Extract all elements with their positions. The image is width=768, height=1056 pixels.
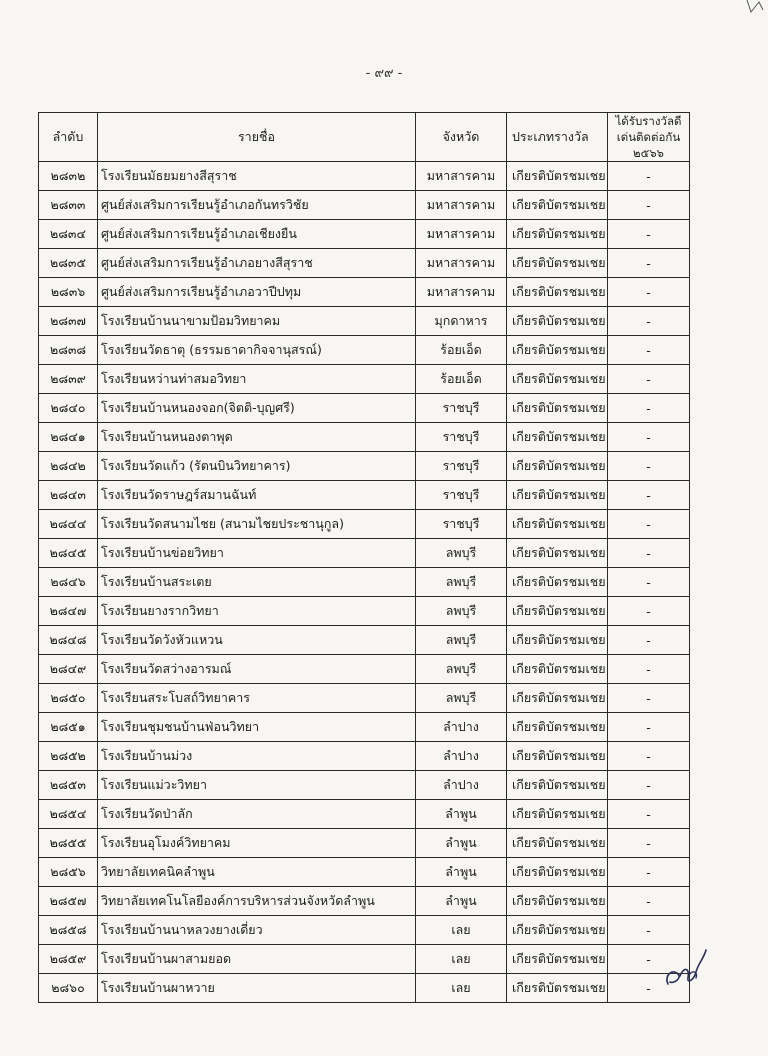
row-name: โรงเรียนบ้านสระเตย bbox=[98, 568, 416, 597]
header-province: จังหวัด bbox=[416, 113, 507, 162]
row-award-type: เกียรติบัตรชมเชย bbox=[507, 162, 608, 191]
row-no: ๒๘๕๕ bbox=[39, 829, 98, 858]
row-consecutive: - bbox=[608, 394, 690, 423]
row-name: โรงเรียนวัดป่าลัก bbox=[98, 800, 416, 829]
row-no: ๒๘๓๘ bbox=[39, 336, 98, 365]
row-award-type: เกียรติบัตรชมเชย bbox=[507, 510, 608, 539]
row-name: โรงเรียนวัดสนามไชย (สนามไชยประชานุกูล) bbox=[98, 510, 416, 539]
row-award-type: เกียรติบัตรชมเชย bbox=[507, 742, 608, 771]
row-province: ลำพูน bbox=[416, 800, 507, 829]
row-no: ๒๘๕๑ bbox=[39, 713, 98, 742]
row-consecutive: - bbox=[608, 220, 690, 249]
row-consecutive: - bbox=[608, 829, 690, 858]
row-award-type: เกียรติบัตรชมเชย bbox=[507, 394, 608, 423]
table-row bbox=[39, 452, 690, 481]
table-row bbox=[39, 423, 690, 452]
row-award-type: เกียรติบัตรชมเชย bbox=[507, 452, 608, 481]
row-award-type: เกียรติบัตรชมเชย bbox=[507, 945, 608, 974]
row-province: ร้อยเอ็ด bbox=[416, 365, 507, 394]
row-consecutive: - bbox=[608, 887, 690, 916]
row-province: ลพบุรี bbox=[416, 684, 507, 713]
row-award-type: เกียรติบัตรชมเชย bbox=[507, 655, 608, 684]
row-name: โรงเรียนบ้านผาหวาย bbox=[98, 974, 416, 1003]
table-row bbox=[39, 713, 690, 742]
row-consecutive: - bbox=[608, 481, 690, 510]
row-no: ๒๘๓๖ bbox=[39, 278, 98, 307]
row-province: ราชบุรี bbox=[416, 452, 507, 481]
row-name: โรงเรียนวัดสว่างอารมณ์ bbox=[98, 655, 416, 684]
row-award-type: เกียรติบัตรชมเชย bbox=[507, 278, 608, 307]
row-province: ลำพูน bbox=[416, 887, 507, 916]
row-name: โรงเรียนหว่านท่าสมอวิทยา bbox=[98, 365, 416, 394]
row-name: โรงเรียนมัธยมยางสีสุราช bbox=[98, 162, 416, 191]
table-row bbox=[39, 365, 690, 394]
row-no: ๒๘๔๙ bbox=[39, 655, 98, 684]
row-consecutive: - bbox=[608, 336, 690, 365]
row-name: วิทยาลัยเทคโนโลยีองค์การบริหารส่วนจังหวัดลำพูน bbox=[98, 887, 416, 916]
row-consecutive: - bbox=[608, 307, 690, 336]
row-name: โรงเรียนบ้านหนองจอก(จิตติ-บุญศรี) bbox=[98, 394, 416, 423]
row-award-type: เกียรติบัตรชมเชย bbox=[507, 568, 608, 597]
row-name: โรงเรียนบ้านผาสามยอด bbox=[98, 945, 416, 974]
table-row bbox=[39, 336, 690, 365]
row-province: ลพบุรี bbox=[416, 655, 507, 684]
corner-mark bbox=[745, 0, 765, 14]
row-province: ราชบุรี bbox=[416, 394, 507, 423]
row-award-type: เกียรติบัตรชมเชย bbox=[507, 626, 608, 655]
table-row bbox=[39, 191, 690, 220]
row-award-type: เกียรติบัตรชมเชย bbox=[507, 597, 608, 626]
row-consecutive: - bbox=[608, 365, 690, 394]
row-name: โรงเรียนบ้านหนองตาพุด bbox=[98, 423, 416, 452]
row-award-type: เกียรติบัตรชมเชย bbox=[507, 249, 608, 278]
row-name: ศูนย์ส่งเสริมการเรียนรู้อำเภอยางสีสุราช bbox=[98, 249, 416, 278]
row-province: ลพบุรี bbox=[416, 539, 507, 568]
row-name: โรงเรียนอุโมงค์วิทยาคม bbox=[98, 829, 416, 858]
row-name: โรงเรียนบ้านข่อยวิทยา bbox=[98, 539, 416, 568]
row-consecutive: - bbox=[608, 162, 690, 191]
row-consecutive: - bbox=[608, 974, 690, 1003]
table-row bbox=[39, 916, 690, 945]
row-name: ศูนย์ส่งเสริมการเรียนรู้อำเภอเชียงยืน bbox=[98, 220, 416, 249]
row-consecutive: - bbox=[608, 945, 690, 974]
row-consecutive: - bbox=[608, 191, 690, 220]
row-province: มหาสารคาม bbox=[416, 249, 507, 278]
row-name: วิทยาลัยเทคนิคลำพูน bbox=[98, 858, 416, 887]
header-no: ลำดับ bbox=[39, 113, 98, 162]
row-name: โรงเรียนวัดราษฎร์สมานฉันท์ bbox=[98, 481, 416, 510]
row-name: โรงเรียนบ้านนาขามป้อมวิทยาคม bbox=[98, 307, 416, 336]
table-row bbox=[39, 568, 690, 597]
table-row bbox=[39, 626, 690, 655]
row-province: มหาสารคาม bbox=[416, 220, 507, 249]
header-award-type: ประเภทรางวัล bbox=[507, 113, 608, 162]
row-province: เลย bbox=[416, 945, 507, 974]
row-no: ๒๘๓๗ bbox=[39, 307, 98, 336]
row-province: ราชบุรี bbox=[416, 510, 507, 539]
row-province: ร้อยเอ็ด bbox=[416, 336, 507, 365]
row-award-type: เกียรติบัตรชมเชย bbox=[507, 887, 608, 916]
table-row bbox=[39, 974, 690, 1003]
row-consecutive: - bbox=[608, 800, 690, 829]
page-number: - ๙๙ - bbox=[365, 66, 403, 81]
row-name: ศูนย์ส่งเสริมการเรียนรู้อำเภอวาปีปทุม bbox=[98, 278, 416, 307]
row-award-type: เกียรติบัตรชมเชย bbox=[507, 713, 608, 742]
row-province: เลย bbox=[416, 974, 507, 1003]
table-row bbox=[39, 539, 690, 568]
award-table bbox=[38, 112, 690, 1003]
table-row bbox=[39, 481, 690, 510]
row-no: ๒๘๓๙ bbox=[39, 365, 98, 394]
table-row bbox=[39, 249, 690, 278]
table-row bbox=[39, 742, 690, 771]
row-no: ๒๘๓๔ bbox=[39, 220, 98, 249]
row-province: เลย bbox=[416, 916, 507, 945]
row-no: ๒๘๓๕ bbox=[39, 249, 98, 278]
table-header-row bbox=[39, 113, 690, 162]
row-province: ราชบุรี bbox=[416, 481, 507, 510]
row-no: ๒๘๔๖ bbox=[39, 568, 98, 597]
row-consecutive: - bbox=[608, 249, 690, 278]
row-award-type: เกียรติบัตรชมเชย bbox=[507, 858, 608, 887]
table-body bbox=[39, 162, 690, 1003]
table-row bbox=[39, 887, 690, 916]
table-row bbox=[39, 858, 690, 887]
row-name: โรงเรียนยางรากวิทยา bbox=[98, 597, 416, 626]
row-consecutive: - bbox=[608, 742, 690, 771]
row-name: โรงเรียนวัดแก้ว (รัตนบินวิทยาคาร) bbox=[98, 452, 416, 481]
table-row bbox=[39, 684, 690, 713]
row-name: โรงเรียนบ้านนาหลวงยางเดี่ยว bbox=[98, 916, 416, 945]
row-province: มุกดาหาร bbox=[416, 307, 507, 336]
table-row bbox=[39, 829, 690, 858]
row-no: ๒๘๕๙ bbox=[39, 945, 98, 974]
table-row bbox=[39, 162, 690, 191]
row-name: โรงเรียนวัดวังหัวแหวน bbox=[98, 626, 416, 655]
row-no: ๒๘๖๐ bbox=[39, 974, 98, 1003]
row-name: โรงเรียนชุมชนบ้านฟ่อนวิทยา bbox=[98, 713, 416, 742]
row-province: ลำปาง bbox=[416, 713, 507, 742]
row-province: ลำปาง bbox=[416, 771, 507, 800]
row-award-type: เกียรติบัตรชมเชย bbox=[507, 481, 608, 510]
row-no: ๒๘๕๓ bbox=[39, 771, 98, 800]
row-award-type: เกียรติบัตรชมเชย bbox=[507, 829, 608, 858]
row-no: ๒๘๕๒ bbox=[39, 742, 98, 771]
row-name: โรงเรียนสระโบสถ์วิทยาคาร bbox=[98, 684, 416, 713]
row-consecutive: - bbox=[608, 510, 690, 539]
header-consecutive: ได้รับรางวัลดีเด่นติดต่อกัน ๒๕๖๖ bbox=[608, 113, 690, 162]
table-row bbox=[39, 771, 690, 800]
row-consecutive: - bbox=[608, 655, 690, 684]
row-consecutive: - bbox=[608, 568, 690, 597]
table-row bbox=[39, 510, 690, 539]
row-province: ราชบุรี bbox=[416, 423, 507, 452]
row-award-type: เกียรติบัตรชมเชย bbox=[507, 800, 608, 829]
row-no: ๒๘๕๔ bbox=[39, 800, 98, 829]
row-name: ศูนย์ส่งเสริมการเรียนรู้อำเภอกันทรวิชัย bbox=[98, 191, 416, 220]
row-province: ลพบุรี bbox=[416, 568, 507, 597]
row-award-type: เกียรติบัตรชมเชย bbox=[507, 220, 608, 249]
row-no: ๒๘๕๖ bbox=[39, 858, 98, 887]
row-province: ลำพูน bbox=[416, 858, 507, 887]
row-no: ๒๘๔๘ bbox=[39, 626, 98, 655]
signature-mark bbox=[660, 944, 710, 989]
row-award-type: เกียรติบัตรชมเชย bbox=[507, 191, 608, 220]
row-no: ๒๘๔๓ bbox=[39, 481, 98, 510]
row-no: ๒๘๕๗ bbox=[39, 887, 98, 916]
row-province: มหาสารคาม bbox=[416, 162, 507, 191]
row-consecutive: - bbox=[608, 597, 690, 626]
row-name: โรงเรียนบ้านม่วง bbox=[98, 742, 416, 771]
row-no: ๒๘๓๓ bbox=[39, 191, 98, 220]
row-consecutive: - bbox=[608, 452, 690, 481]
row-consecutive: - bbox=[608, 858, 690, 887]
row-province: มหาสารคาม bbox=[416, 191, 507, 220]
row-no: ๒๘๔๕ bbox=[39, 539, 98, 568]
row-consecutive: - bbox=[608, 539, 690, 568]
row-name: โรงเรียนวัดธาตุ (ธรรมธาดากิจจานุสรณ์) bbox=[98, 336, 416, 365]
row-no: ๒๘๕๘ bbox=[39, 916, 98, 945]
row-award-type: เกียรติบัตรชมเชย bbox=[507, 974, 608, 1003]
row-province: ลพบุรี bbox=[416, 597, 507, 626]
row-no: ๒๘๕๐ bbox=[39, 684, 98, 713]
row-province: ลำพูน bbox=[416, 829, 507, 858]
row-consecutive: - bbox=[608, 684, 690, 713]
row-province: มหาสารคาม bbox=[416, 278, 507, 307]
table-row bbox=[39, 655, 690, 684]
table-row bbox=[39, 278, 690, 307]
row-no: ๒๘๔๔ bbox=[39, 510, 98, 539]
row-award-type: เกียรติบัตรชมเชย bbox=[507, 539, 608, 568]
row-award-type: เกียรติบัตรชมเชย bbox=[507, 771, 608, 800]
table-row bbox=[39, 800, 690, 829]
table-row bbox=[39, 945, 690, 974]
row-award-type: เกียรติบัตรชมเชย bbox=[507, 684, 608, 713]
header-name: รายชื่อ bbox=[98, 113, 416, 162]
row-province: ลำปาง bbox=[416, 742, 507, 771]
row-name: โรงเรียนแม่วะวิทยา bbox=[98, 771, 416, 800]
row-award-type: เกียรติบัตรชมเชย bbox=[507, 365, 608, 394]
table-row bbox=[39, 220, 690, 249]
row-no: ๒๘๔๒ bbox=[39, 452, 98, 481]
row-no: ๒๘๔๑ bbox=[39, 423, 98, 452]
row-award-type: เกียรติบัตรชมเชย bbox=[507, 307, 608, 336]
row-province: ลพบุรี bbox=[416, 626, 507, 655]
row-consecutive: - bbox=[608, 278, 690, 307]
row-consecutive: - bbox=[608, 423, 690, 452]
row-consecutive: - bbox=[608, 771, 690, 800]
table-row bbox=[39, 394, 690, 423]
row-award-type: เกียรติบัตรชมเชย bbox=[507, 336, 608, 365]
row-award-type: เกียรติบัตรชมเชย bbox=[507, 423, 608, 452]
row-consecutive: - bbox=[608, 916, 690, 945]
row-consecutive: - bbox=[608, 626, 690, 655]
row-consecutive: - bbox=[608, 713, 690, 742]
row-no: ๒๘๔๗ bbox=[39, 597, 98, 626]
table-row bbox=[39, 597, 690, 626]
row-no: ๒๘๔๐ bbox=[39, 394, 98, 423]
row-no: ๒๘๓๒ bbox=[39, 162, 98, 191]
table-row bbox=[39, 307, 690, 336]
row-award-type: เกียรติบัตรชมเชย bbox=[507, 916, 608, 945]
